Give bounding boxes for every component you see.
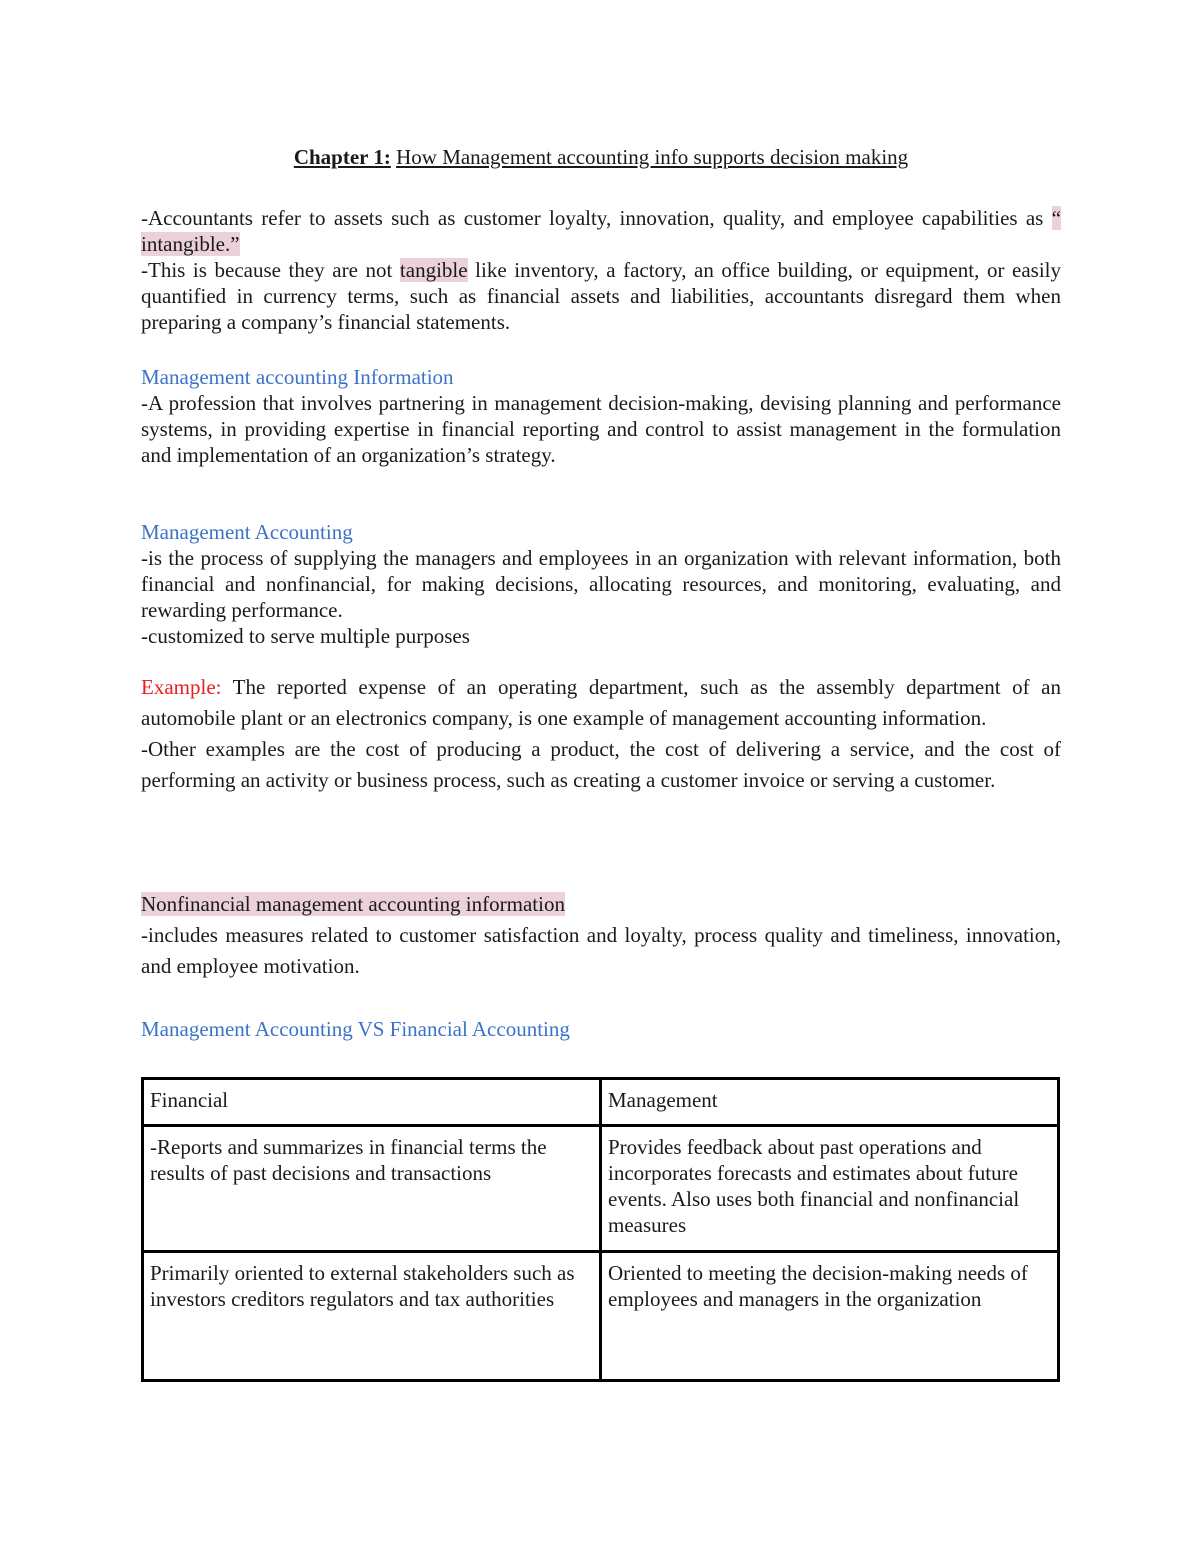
table-row xyxy=(143,1126,1059,1252)
ma-heading: Management Accounting xyxy=(141,520,353,544)
nonfinancial-body: -includes measures related to customer satisfaction and loyalty, process quality and timeliness, innovation, and employee motivation. xyxy=(141,923,1061,978)
intro-paragraph xyxy=(141,205,1061,335)
nonfinancial-heading-line xyxy=(141,889,1061,920)
intro-line-intangible xyxy=(141,205,1061,257)
info-section xyxy=(141,364,1061,468)
table-cell: Provides feedback about past operations and incorporates forecasts and estimates about future events. Also uses both financial and nonfinancial measures xyxy=(601,1126,1059,1252)
intangible-highlight: “ intangible.” xyxy=(141,206,1061,256)
nonfinancial-heading: Nonfinancial management accounting information xyxy=(141,892,565,916)
intro-text-3: like inventory, a factory, an office building, or equipment, or easily quantified in currency terms, such as financial assets and liabilities, accountants disregard them when preparing a company’s financial statements. xyxy=(141,258,1062,334)
table-header-row xyxy=(143,1079,1059,1126)
ma-section xyxy=(141,519,1061,649)
example-section xyxy=(141,672,1061,796)
chapter-title: How Management accounting info supports decision making xyxy=(396,145,909,169)
chapter-label: Chapter 1: xyxy=(293,145,391,169)
ma-body-2: -customized to serve multiple purposes xyxy=(141,624,470,648)
table-cell: -Reports and summarizes in financial terms the results of past decisions and transactions xyxy=(143,1126,601,1252)
header-financial: Financial xyxy=(143,1079,601,1126)
intro-text-1: -Accountants refer to assets such as customer loyalty, innovation, quality, and employee capabilities as xyxy=(141,206,1044,230)
comparison-heading: Management Accounting VS Financial Accounting xyxy=(141,1017,570,1041)
example-body-1: The reported expense of an operating department, such as the assembly department of an automobile plant or an electronics company, is one example of management accounting information. xyxy=(141,675,1061,730)
nonfinancial-section xyxy=(141,889,1061,982)
tangible-highlight: tangible xyxy=(399,258,468,282)
comparison-table xyxy=(141,1077,1060,1382)
intro-line-tangible xyxy=(141,257,1061,335)
info-heading: Management accounting Information xyxy=(141,365,454,389)
page-title xyxy=(141,144,1061,170)
example-body-2: -Other examples are the cost of producing a product, the cost of delivering a service, and the cost of performing an activity or business process, such as creating a customer invoice or serving a customer. xyxy=(141,737,1061,792)
ma-body-1: -is the process of supplying the managers and employees in an organization with relevant information, both financial and nonfinancial, for making decisions, allocating resources, and monitoring, evaluating, and rewarding performance. xyxy=(141,546,1061,622)
comparison-section xyxy=(141,1016,1061,1042)
header-management: Management xyxy=(601,1079,1059,1126)
intro-text-2: -This is because they are not xyxy=(141,258,393,282)
table-row xyxy=(143,1252,1059,1381)
table-cell: Oriented to meeting the decision-making needs of employees and managers in the organization xyxy=(601,1252,1059,1381)
example-label: Example: xyxy=(141,675,222,699)
table-cell: Primarily oriented to external stakeholders such as investors creditors regulators and tax authorities xyxy=(143,1252,601,1381)
example-paragraph xyxy=(141,672,1061,734)
info-body: -A profession that involves partnering in management decision-making, devising planning and performance systems, in providing expertise in financial reporting and control to assist management in the formulation and implementation of an organization’s strategy. xyxy=(141,391,1061,467)
